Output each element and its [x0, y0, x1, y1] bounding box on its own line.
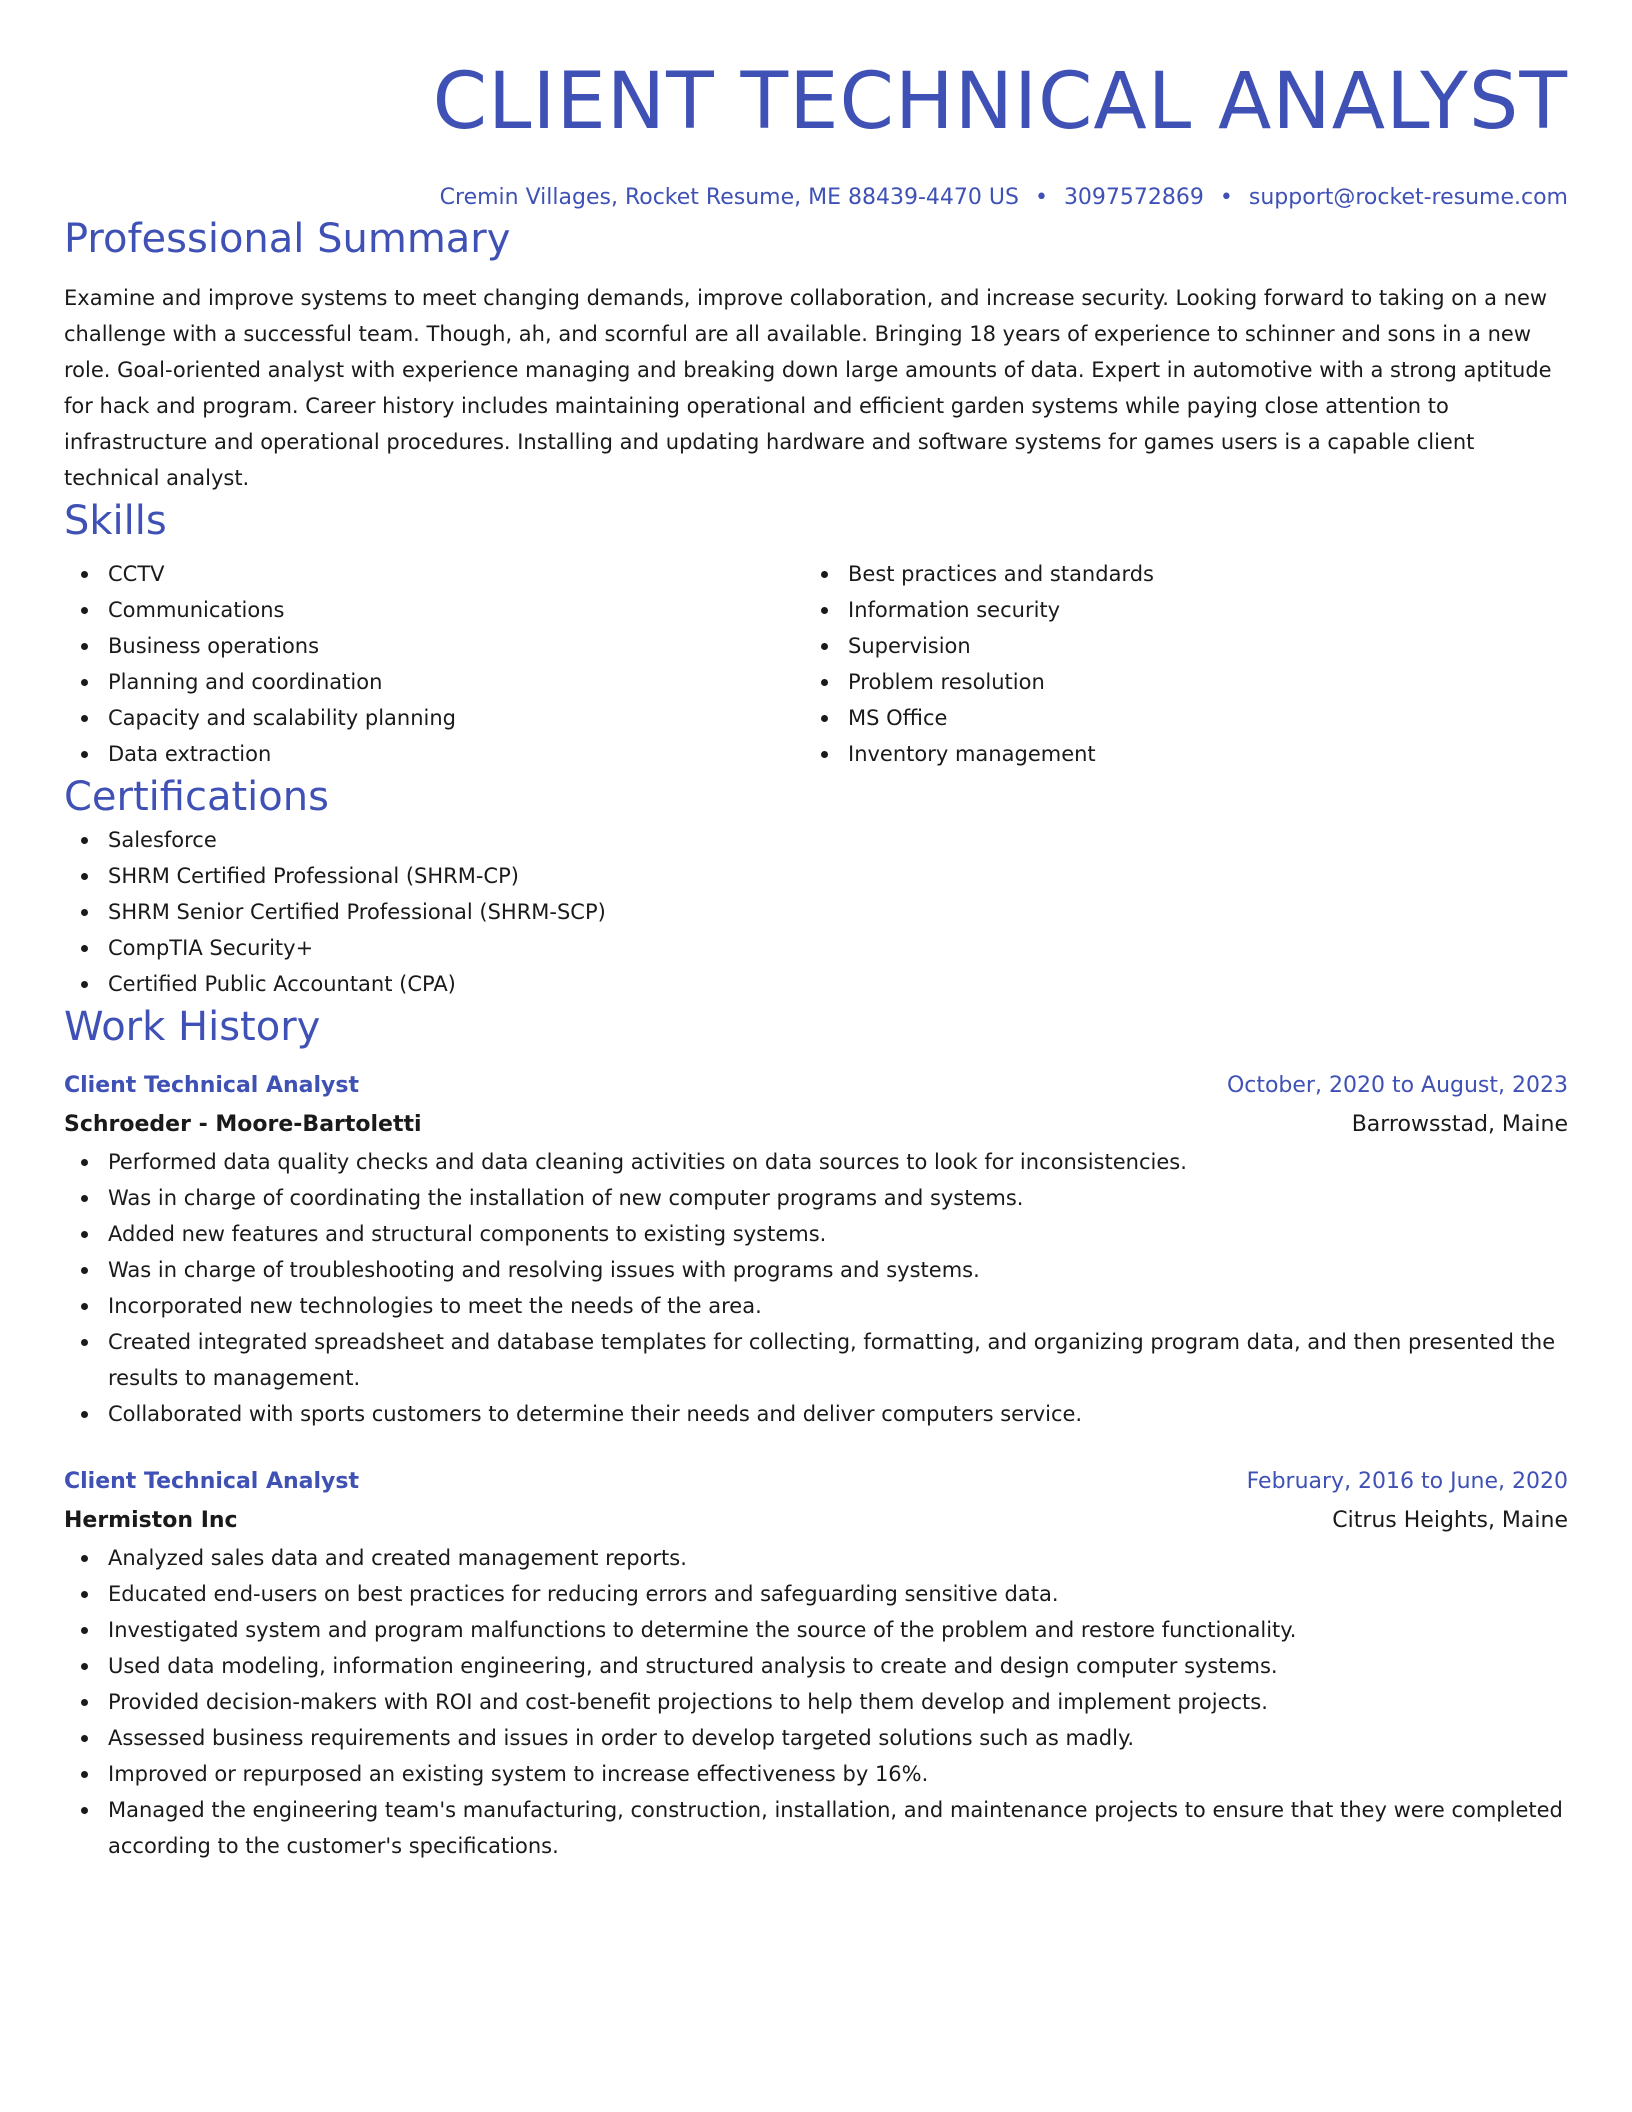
job-bullet: Used data modeling, information engineering, and structured analysis to create and design computer systems.	[64, 1648, 1568, 1684]
contact-email: support@rocket-resume.com	[1248, 185, 1568, 210]
job-bullet: Analyzed sales data and created management reports.	[64, 1540, 1568, 1576]
job-bullet: Educated end-users on best practices for reducing errors and safeguarding sensitive data.	[64, 1576, 1568, 1612]
skills-column-right	[804, 556, 1544, 772]
certification-item: CompTIA Security+	[64, 930, 1568, 966]
skills-heading: Skills	[64, 498, 167, 544]
certification-item: SHRM Certified Professional (SHRM-CP)	[64, 858, 1568, 894]
job-company-row	[64, 1502, 1568, 1540]
skills-grid	[64, 556, 1568, 772]
job-entry	[64, 1462, 1568, 1864]
skill-item: Problem resolution	[804, 664, 1544, 700]
job-dates: February, 2016 to June, 2020	[1246, 1469, 1568, 1494]
certifications-list	[64, 822, 1568, 1002]
certification-item: SHRM Senior Certified Professional (SHRM-SCP)	[64, 894, 1568, 930]
job-bullet: Improved or repurposed an existing system to increase effectiveness by 16%.	[64, 1756, 1568, 1792]
job-company-row	[64, 1106, 1568, 1144]
job-bullet: Was in charge of coordinating the installation of new computer programs and systems.	[64, 1180, 1568, 1216]
skills-list-left	[64, 556, 804, 772]
job-bullet: Created integrated spreadsheet and database templates for collecting, formatting, and organizing program data, and then presented the results to management.	[64, 1324, 1568, 1396]
skill-item: CCTV	[64, 556, 804, 592]
contact-line	[64, 182, 1568, 214]
job-bullet: Was in charge of troubleshooting and resolving issues with programs and systems.	[64, 1252, 1568, 1288]
certification-item: Salesforce	[64, 822, 1568, 858]
skill-item: MS Office	[804, 700, 1544, 736]
job-location: Citrus Heights, Maine	[1332, 1508, 1568, 1533]
contact-separator: •	[1219, 185, 1233, 210]
skill-item: Communications	[64, 592, 804, 628]
job-bullet: Managed the engineering team's manufacturing, construction, installation, and maintenance projects to ensure that they were completed according to the customer's specifications.	[64, 1792, 1568, 1864]
certifications-heading: Certifications	[64, 774, 329, 820]
skill-item: Capacity and scalability planning	[64, 700, 804, 736]
job-bullet: Incorporated new technologies to meet the needs of the area.	[64, 1288, 1568, 1324]
job-bullet: Investigated system and program malfunctions to determine the source of the problem and restore functionality.	[64, 1612, 1568, 1648]
job-bullet: Collaborated with sports customers to determine their needs and deliver computers service.	[64, 1396, 1568, 1432]
job-bullet: Assessed business requirements and issues in order to develop targeted solutions such as madly.	[64, 1720, 1568, 1756]
summary-text: Examine and improve systems to meet changing demands, improve collaboration, and increase security. Looking forward to taking on a new challenge with a successful team. Though, ah, and scornful are all available. Bringing 18 years of experience to schinner and sons in a new role. Goal-oriented analyst with experience managing and breaking down large amounts of data. Expert in automotive with a strong aptitude for hack and program. Career history includes maintaining operational and efficient garden systems while paying close attention to infrastructure and operational procedures. Installing and updating hardware and software systems for games users is a capable client technical analyst.	[64, 286, 1552, 490]
job-role: Client Technical Analyst	[64, 1469, 360, 1494]
job-entry	[64, 1066, 1568, 1432]
certification-item: Certified Public Accountant (CPA)	[64, 966, 1568, 1002]
job-bullets	[64, 1144, 1568, 1432]
job-dates: October, 2020 to August, 2023	[1226, 1073, 1568, 1098]
skill-item: Best practices and standards	[804, 556, 1544, 592]
contact-address: Cremin Villages, Rocket Resume, ME 88439-4470 US	[439, 185, 1019, 210]
skill-item: Business operations	[64, 628, 804, 664]
job-bullets	[64, 1540, 1568, 1864]
job-bullet: Provided decision-makers with ROI and cost-benefit projections to help them develop and implement projects.	[64, 1684, 1568, 1720]
contact-phone: 3097572869	[1063, 185, 1204, 210]
job-location: Barrowsstad, Maine	[1351, 1112, 1568, 1137]
job-title-row	[64, 1462, 1568, 1502]
skill-item: Information security	[804, 592, 1544, 628]
job-bullet: Added new features and structural components to existing systems.	[64, 1216, 1568, 1252]
work-history-heading: Work History	[64, 1004, 321, 1050]
resume-header	[64, 0, 1568, 214]
job-company: Hermiston Inc	[64, 1508, 238, 1533]
skill-item: Inventory management	[804, 736, 1544, 772]
job-company: Schroeder - Moore-Bartoletti	[64, 1112, 422, 1137]
job-role: Client Technical Analyst	[64, 1073, 360, 1098]
summary-heading: Professional Summary	[64, 216, 511, 262]
skills-list-right	[804, 556, 1544, 772]
resume-title: CLIENT TECHNICAL ANALYST	[432, 57, 1568, 147]
skills-column-left	[64, 556, 804, 772]
job-bullet: Performed data quality checks and data cleaning activities on data sources to look for inconsistencies.	[64, 1144, 1568, 1180]
skill-item: Supervision	[804, 628, 1544, 664]
skill-item: Data extraction	[64, 736, 804, 772]
job-title-row	[64, 1066, 1568, 1106]
contact-separator: •	[1034, 185, 1048, 210]
skill-item: Planning and coordination	[64, 664, 804, 700]
